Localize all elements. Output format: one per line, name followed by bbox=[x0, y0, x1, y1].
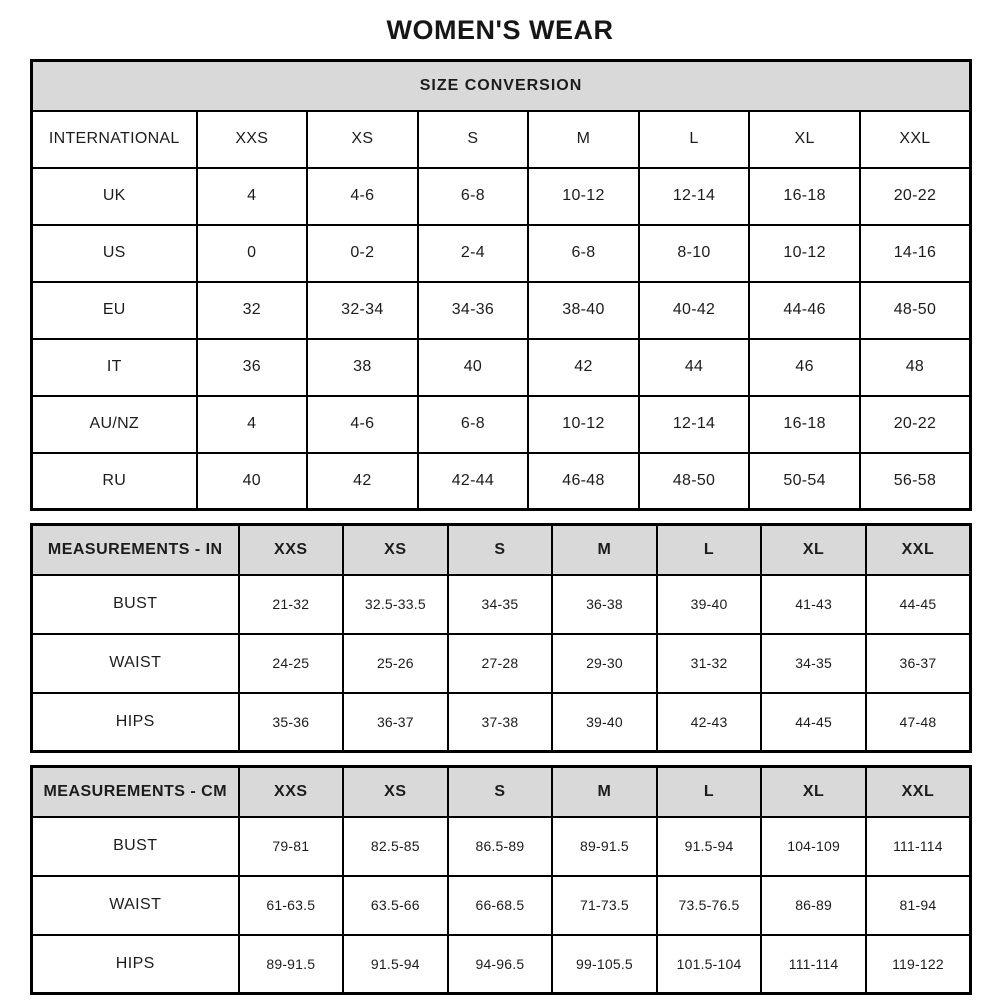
measurements-in-size-header-xs: XS bbox=[343, 525, 448, 575]
measurements-in-label-bust: BUST bbox=[32, 575, 239, 634]
measurements-cm-row-waist bbox=[32, 876, 971, 935]
size-value-ru-xs: 42 bbox=[307, 453, 418, 510]
measurements-in-row-bust bbox=[32, 575, 971, 634]
measurements-in-row-waist bbox=[32, 634, 971, 693]
measurements-in-value-bust-xl: 41-43 bbox=[761, 575, 866, 634]
size-value-eu-xxl: 48-50 bbox=[860, 282, 971, 339]
size-value-uk-xl: 16-18 bbox=[749, 168, 860, 225]
size-value-eu-l: 40-42 bbox=[639, 282, 750, 339]
size-value-it-s: 40 bbox=[418, 339, 529, 396]
measurements-cm-value-hips-xxs: 89-91.5 bbox=[239, 935, 344, 994]
size-row-eu bbox=[32, 282, 971, 339]
size-value-uk-xxs: 4 bbox=[197, 168, 308, 225]
size-conversion-table bbox=[30, 59, 972, 511]
measurements-cm-value-bust-xxs: 79-81 bbox=[239, 817, 344, 876]
measurements-cm-value-hips-xl: 111-114 bbox=[761, 935, 866, 994]
size-row-it bbox=[32, 339, 971, 396]
measurements-in-size-header-s: S bbox=[448, 525, 553, 575]
size-conversion-column-header-row bbox=[32, 111, 971, 168]
measurements-cm-value-waist-m: 71-73.5 bbox=[552, 876, 657, 935]
size-value-au-nz-xl: 16-18 bbox=[749, 396, 860, 453]
size-value-eu-xl: 44-46 bbox=[749, 282, 860, 339]
size-value-ru-xxl: 56-58 bbox=[860, 453, 971, 510]
size-value-au-nz-xs: 4-6 bbox=[307, 396, 418, 453]
size-value-eu-m: 38-40 bbox=[528, 282, 639, 339]
column-header-xxs: XXS bbox=[197, 111, 308, 168]
region-label-ru: RU bbox=[32, 453, 197, 510]
measurements-cm-size-header-xxl: XXL bbox=[866, 767, 971, 817]
header-measurements-in: MEASUREMENTS - IN bbox=[32, 525, 239, 575]
size-value-uk-l: 12-14 bbox=[639, 168, 750, 225]
column-header-xs: XS bbox=[307, 111, 418, 168]
measurements-in-label-hips: HIPS bbox=[32, 693, 239, 752]
measurements-cm-value-bust-s: 86.5-89 bbox=[448, 817, 553, 876]
size-value-it-xl: 46 bbox=[749, 339, 860, 396]
measurements-in-value-hips-m: 39-40 bbox=[552, 693, 657, 752]
region-label-us: US bbox=[32, 225, 197, 282]
header-measurements-cm: MEASUREMENTS - CM bbox=[32, 767, 239, 817]
measurements-in-value-waist-s: 27-28 bbox=[448, 634, 553, 693]
region-label-eu: EU bbox=[32, 282, 197, 339]
measurements-cm-value-waist-l: 73.5-76.5 bbox=[657, 876, 762, 935]
size-value-it-xxl: 48 bbox=[860, 339, 971, 396]
column-header-xl: XL bbox=[749, 111, 860, 168]
measurements-in-value-hips-xs: 36-37 bbox=[343, 693, 448, 752]
measurements-in-value-bust-xxl: 44-45 bbox=[866, 575, 971, 634]
size-value-us-s: 2-4 bbox=[418, 225, 529, 282]
size-value-au-nz-l: 12-14 bbox=[639, 396, 750, 453]
size-value-us-xxs: 0 bbox=[197, 225, 308, 282]
measurements-in-value-hips-xxs: 35-36 bbox=[239, 693, 344, 752]
measurements-in-value-waist-xs: 25-26 bbox=[343, 634, 448, 693]
measurements-in-value-bust-s: 34-35 bbox=[448, 575, 553, 634]
size-value-us-xs: 0-2 bbox=[307, 225, 418, 282]
size-value-au-nz-xxs: 4 bbox=[197, 396, 308, 453]
size-value-eu-xs: 32-34 bbox=[307, 282, 418, 339]
size-value-it-l: 44 bbox=[639, 339, 750, 396]
region-label-uk: UK bbox=[32, 168, 197, 225]
size-row-us bbox=[32, 225, 971, 282]
size-value-it-xs: 38 bbox=[307, 339, 418, 396]
measurements-in-value-hips-s: 37-38 bbox=[448, 693, 553, 752]
measurements-cm-value-hips-xs: 91.5-94 bbox=[343, 935, 448, 994]
size-value-us-xxl: 14-16 bbox=[860, 225, 971, 282]
measurements-in-value-hips-l: 42-43 bbox=[657, 693, 762, 752]
measurements-in-value-bust-m: 36-38 bbox=[552, 575, 657, 634]
measurements-in-header-row bbox=[32, 525, 971, 575]
measurements-in-value-waist-xxl: 36-37 bbox=[866, 634, 971, 693]
region-label-it: IT bbox=[32, 339, 197, 396]
size-value-it-xxs: 36 bbox=[197, 339, 308, 396]
measurements-cm-value-waist-xl: 86-89 bbox=[761, 876, 866, 935]
measurements-cm-value-hips-m: 99-105.5 bbox=[552, 935, 657, 994]
measurements-cm-size-header-m: M bbox=[552, 767, 657, 817]
measurements-in-size-header-l: L bbox=[657, 525, 762, 575]
measurements-cm-row-hips bbox=[32, 935, 971, 994]
measurements-cm-label-waist: WAIST bbox=[32, 876, 239, 935]
measurements-in-size-header-xxl: XXL bbox=[866, 525, 971, 575]
measurements-cm-row-bust bbox=[32, 817, 971, 876]
size-value-uk-s: 6-8 bbox=[418, 168, 529, 225]
measurements-in-size-header-xl: XL bbox=[761, 525, 866, 575]
measurements-in-row-hips bbox=[32, 693, 971, 752]
size-value-uk-m: 10-12 bbox=[528, 168, 639, 225]
measurements-cm-size-header-xxs: XXS bbox=[239, 767, 344, 817]
measurements-cm-size-header-xl: XL bbox=[761, 767, 866, 817]
page-title: WOMEN'S WEAR bbox=[386, 15, 614, 45]
measurements-cm-label-hips: HIPS bbox=[32, 935, 239, 994]
measurements-cm-size-header-s: S bbox=[448, 767, 553, 817]
column-header-xxl: XXL bbox=[860, 111, 971, 168]
size-value-ru-l: 48-50 bbox=[639, 453, 750, 510]
size-conversion-header: SIZE CONVERSION bbox=[32, 61, 971, 111]
measurements-cm-value-bust-xs: 82.5-85 bbox=[343, 817, 448, 876]
measurements-cm-value-bust-l: 91.5-94 bbox=[657, 817, 762, 876]
column-header-l: L bbox=[639, 111, 750, 168]
size-value-us-m: 6-8 bbox=[528, 225, 639, 282]
size-value-us-l: 8-10 bbox=[639, 225, 750, 282]
size-value-ru-xl: 50-54 bbox=[749, 453, 860, 510]
measurements-in-label-waist: WAIST bbox=[32, 634, 239, 693]
measurements-cm-value-bust-xxl: 111-114 bbox=[866, 817, 971, 876]
size-value-au-nz-xxl: 20-22 bbox=[860, 396, 971, 453]
measurements-in-table bbox=[30, 523, 972, 753]
measurements-cm-value-hips-l: 101.5-104 bbox=[657, 935, 762, 994]
size-value-uk-xxl: 20-22 bbox=[860, 168, 971, 225]
measurements-in-value-waist-xl: 34-35 bbox=[761, 634, 866, 693]
measurements-in-size-header-xxs: XXS bbox=[239, 525, 344, 575]
size-value-ru-xxs: 40 bbox=[197, 453, 308, 510]
measurements-cm-table bbox=[30, 765, 972, 995]
measurements-in-value-bust-xs: 32.5-33.5 bbox=[343, 575, 448, 634]
size-value-us-xl: 10-12 bbox=[749, 225, 860, 282]
measurements-in-value-bust-xxs: 21-32 bbox=[239, 575, 344, 634]
measurements-cm-value-hips-s: 94-96.5 bbox=[448, 935, 553, 994]
measurements-in-value-hips-xxl: 47-48 bbox=[866, 693, 971, 752]
size-guide bbox=[30, 59, 972, 995]
size-value-it-m: 42 bbox=[528, 339, 639, 396]
measurements-cm-value-waist-s: 66-68.5 bbox=[448, 876, 553, 935]
column-header-m: M bbox=[528, 111, 639, 168]
column-header-international: INTERNATIONAL bbox=[32, 111, 197, 168]
measurements-cm-value-waist-xxl: 81-94 bbox=[866, 876, 971, 935]
size-value-uk-xs: 4-6 bbox=[307, 168, 418, 225]
measurements-in-value-bust-l: 39-40 bbox=[657, 575, 762, 634]
measurements-cm-size-header-l: L bbox=[657, 767, 762, 817]
size-value-au-nz-m: 10-12 bbox=[528, 396, 639, 453]
measurements-cm-value-hips-xxl: 119-122 bbox=[866, 935, 971, 994]
measurements-cm-label-bust: BUST bbox=[32, 817, 239, 876]
size-row-ru bbox=[32, 453, 971, 510]
size-conversion-banner-row bbox=[32, 61, 971, 111]
region-label-au-nz: AU/NZ bbox=[32, 396, 197, 453]
measurements-cm-value-bust-m: 89-91.5 bbox=[552, 817, 657, 876]
size-value-eu-s: 34-36 bbox=[418, 282, 529, 339]
size-value-au-nz-s: 6-8 bbox=[418, 396, 529, 453]
measurements-in-value-hips-xl: 44-45 bbox=[761, 693, 866, 752]
measurements-cm-value-bust-xl: 104-109 bbox=[761, 817, 866, 876]
measurements-cm-size-header-xs: XS bbox=[343, 767, 448, 817]
size-row-uk bbox=[32, 168, 971, 225]
measurements-cm-value-waist-xxs: 61-63.5 bbox=[239, 876, 344, 935]
measurements-cm-value-waist-xs: 63.5-66 bbox=[343, 876, 448, 935]
size-row-au-nz bbox=[32, 396, 971, 453]
measurements-in-value-waist-m: 29-30 bbox=[552, 634, 657, 693]
measurements-in-value-waist-l: 31-32 bbox=[657, 634, 762, 693]
column-header-s: S bbox=[418, 111, 529, 168]
measurements-cm-header-row bbox=[32, 767, 971, 817]
size-value-ru-s: 42-44 bbox=[418, 453, 529, 510]
measurements-in-value-waist-xxs: 24-25 bbox=[239, 634, 344, 693]
size-value-eu-xxs: 32 bbox=[197, 282, 308, 339]
size-value-ru-m: 46-48 bbox=[528, 453, 639, 510]
measurements-in-size-header-m: M bbox=[552, 525, 657, 575]
